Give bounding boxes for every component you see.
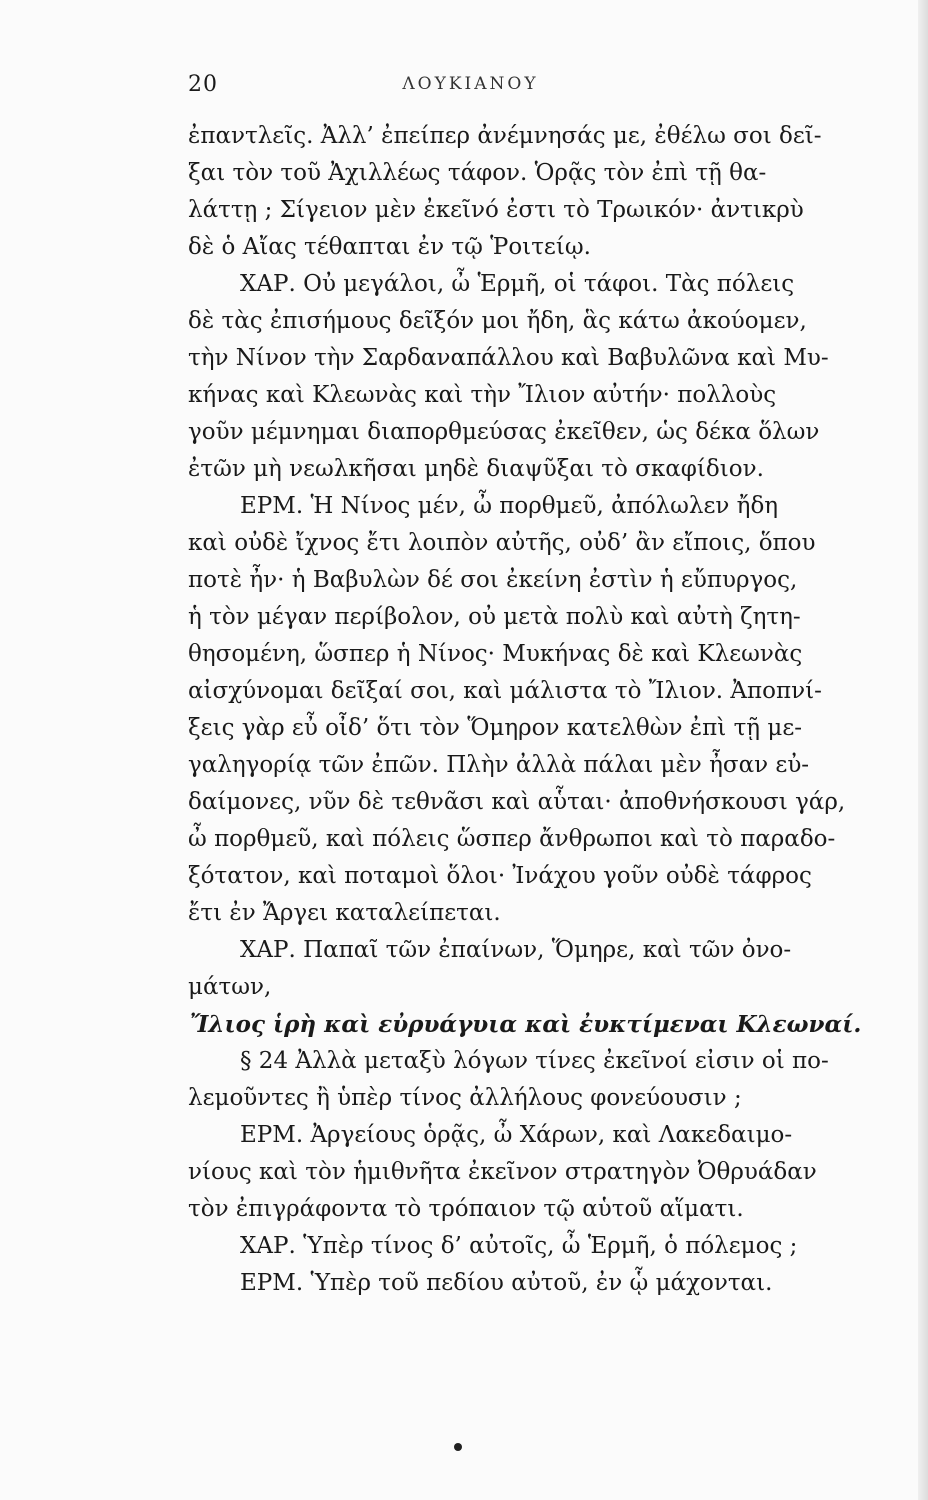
text-line: τὴν Νίνον τὴν Σαρδαναπάλλου καὶ Βαβυλῶνα καὶ Μυ- (188, 345, 829, 371)
body-text (188, 118, 862, 1302)
text-line: νίους καὶ τὸν ἡμιθνῆτα ἐκεῖνον στρατηγὸν Ὀθρυάδαν (188, 1159, 817, 1185)
text-line: γαληγορίᾳ τῶν ἐπῶν. Πλὴν ἀλλὰ πάλαι μὲν ἦσαν εὐ- (188, 752, 810, 778)
page-edge-shadow (918, 0, 928, 1500)
text-line: ἐπαντλεῖς. Ἀλλ’ ἐπείπερ ἀνέμνησάς με, ἐθέλω σοι δεῖ- (188, 123, 822, 149)
text-line: δαίμονες, νῦν δὲ τεθνᾶσι καὶ αὗται· ἀποθνήσκουσι γάρ, (188, 789, 846, 815)
print-speck (454, 1443, 462, 1451)
text-line: λεμοῦντες ἢ ὑπὲρ τίνος ἀλλήλους φονεύουσιν ; (188, 1085, 742, 1111)
running-title: ΛΟΥΚΙΑΝΟΥ (402, 74, 539, 94)
text-line: λάττῃ ; Σίγειον μὲν ἐκεῖνό ἐστι τὸ Τρωικόν· ἀντικρὺ (188, 197, 804, 223)
text-line-speaker-erm: ΕΡΜ. Ἡ Νίνος μέν, ὦ πορθμεῦ, ἀπόλωλεν ἤδη (240, 493, 779, 519)
text-line: μάτων, (188, 974, 272, 1000)
running-head (188, 72, 753, 102)
homeric-quotation: Ἴλιος ἱρὴ καὶ εὐρυάγυια καὶ ἐυκτίμεναι Κλεωναί. (190, 1011, 862, 1038)
text-line: ἐτῶν μὴ νεωλκῆσαι μηδὲ διαψῦξαι τὸ σκαφίδιον. (188, 456, 764, 482)
text-line: αἰσχύνομαι δεῖξαί σοι, καὶ μάλιστα τὸ Ἴλιον. Ἀποπνί- (188, 678, 822, 704)
text-line: ἔτι ἐν Ἄργει καταλείπεται. (188, 900, 501, 926)
text-line: γοῦν μέμνημαι διαπορθμεύσας ἐκεῖθεν, ὡς δέκα ὅλων (188, 419, 820, 445)
text-line: δὲ ὁ Αἴας τέθαπται ἐν τῷ Ῥοιτείῳ. (188, 234, 591, 260)
text-line: θησομένη, ὥσπερ ἡ Νίνος· Μυκήνας δὲ καὶ Κλεωνὰς (188, 641, 803, 667)
text-line-speaker-erm: ΕΡΜ. Ἀργείους ὁρᾷς, ὦ Χάρων, καὶ Λακεδαιμο- (240, 1122, 793, 1148)
text-line-speaker-char: ΧΑΡ. Παπαῖ τῶν ἐπαίνων, Ὅμηρε, καὶ τῶν ὀνο- (240, 937, 792, 963)
text-line-speaker-erm: ΕΡΜ. Ὑπὲρ τοῦ πεδίου αὐτοῦ, ἐν ᾧ μάχονται. (240, 1270, 773, 1296)
text-line: ποτὲ ἦν· ἡ Βαβυλὼν δέ σοι ἐκείνη ἐστὶν ἡ εὔπυργος, (188, 567, 798, 593)
text-line: κήνας καὶ Κλεωνὰς καὶ τὴν Ἴλιον αὐτήν· πολλοὺς (188, 382, 777, 408)
text-line-section-24: § 24 Ἀλλὰ μεταξὺ λόγων τίνες ἐκεῖνοί εἰσιν οἱ πο- (240, 1048, 829, 1074)
page-number: 20 (188, 72, 218, 97)
text-line: δὲ τὰς ἐπισήμους δεῖξόν μοι ἤδη, ἃς κάτω ἀκούομεν, (188, 308, 807, 334)
text-line: ὦ πορθμεῦ, καὶ πόλεις ὥσπερ ἄνθρωποι καὶ τὸ παραδο- (188, 826, 836, 852)
text-line: ἡ τὸν μέγαν περίβολον, οὐ μετὰ πολὺ καὶ αὐτὴ ζητη- (188, 604, 801, 630)
text-line-speaker-char: ΧΑΡ. Οὐ μεγάλοι, ὦ Ἑρμῆ, οἱ τάφοι. Τὰς πόλεις (240, 271, 795, 297)
text-line: τὸν ἐπιγράφοντα τὸ τρόπαιον τῷ αὑτοῦ αἵματι. (188, 1196, 744, 1222)
text-line: ξαι τὸν τοῦ Ἀχιλλέως τάφον. Ὁρᾷς τὸν ἐπὶ τῇ θα- (188, 160, 767, 186)
text-line: καὶ οὐδὲ ἴχνος ἔτι λοιπὸν αὐτῆς, οὐδ’ ἂν εἴποις, ὅπου (188, 530, 816, 556)
text-line: ξότατον, καὶ ποταμοὶ ὅλοι· Ἰνάχου γοῦν οὐδὲ τάφρος (188, 863, 812, 889)
text-line-speaker-char: ΧΑΡ. Ὑπὲρ τίνος δ’ αὐτοῖς, ὦ Ἑρμῆ, ὁ πόλεμος ; (240, 1233, 798, 1259)
text-line: ξεις γὰρ εὖ οἶδ’ ὅτι τὸν Ὅμηρον κατελθὼν ἐπὶ τῇ με- (188, 715, 803, 741)
